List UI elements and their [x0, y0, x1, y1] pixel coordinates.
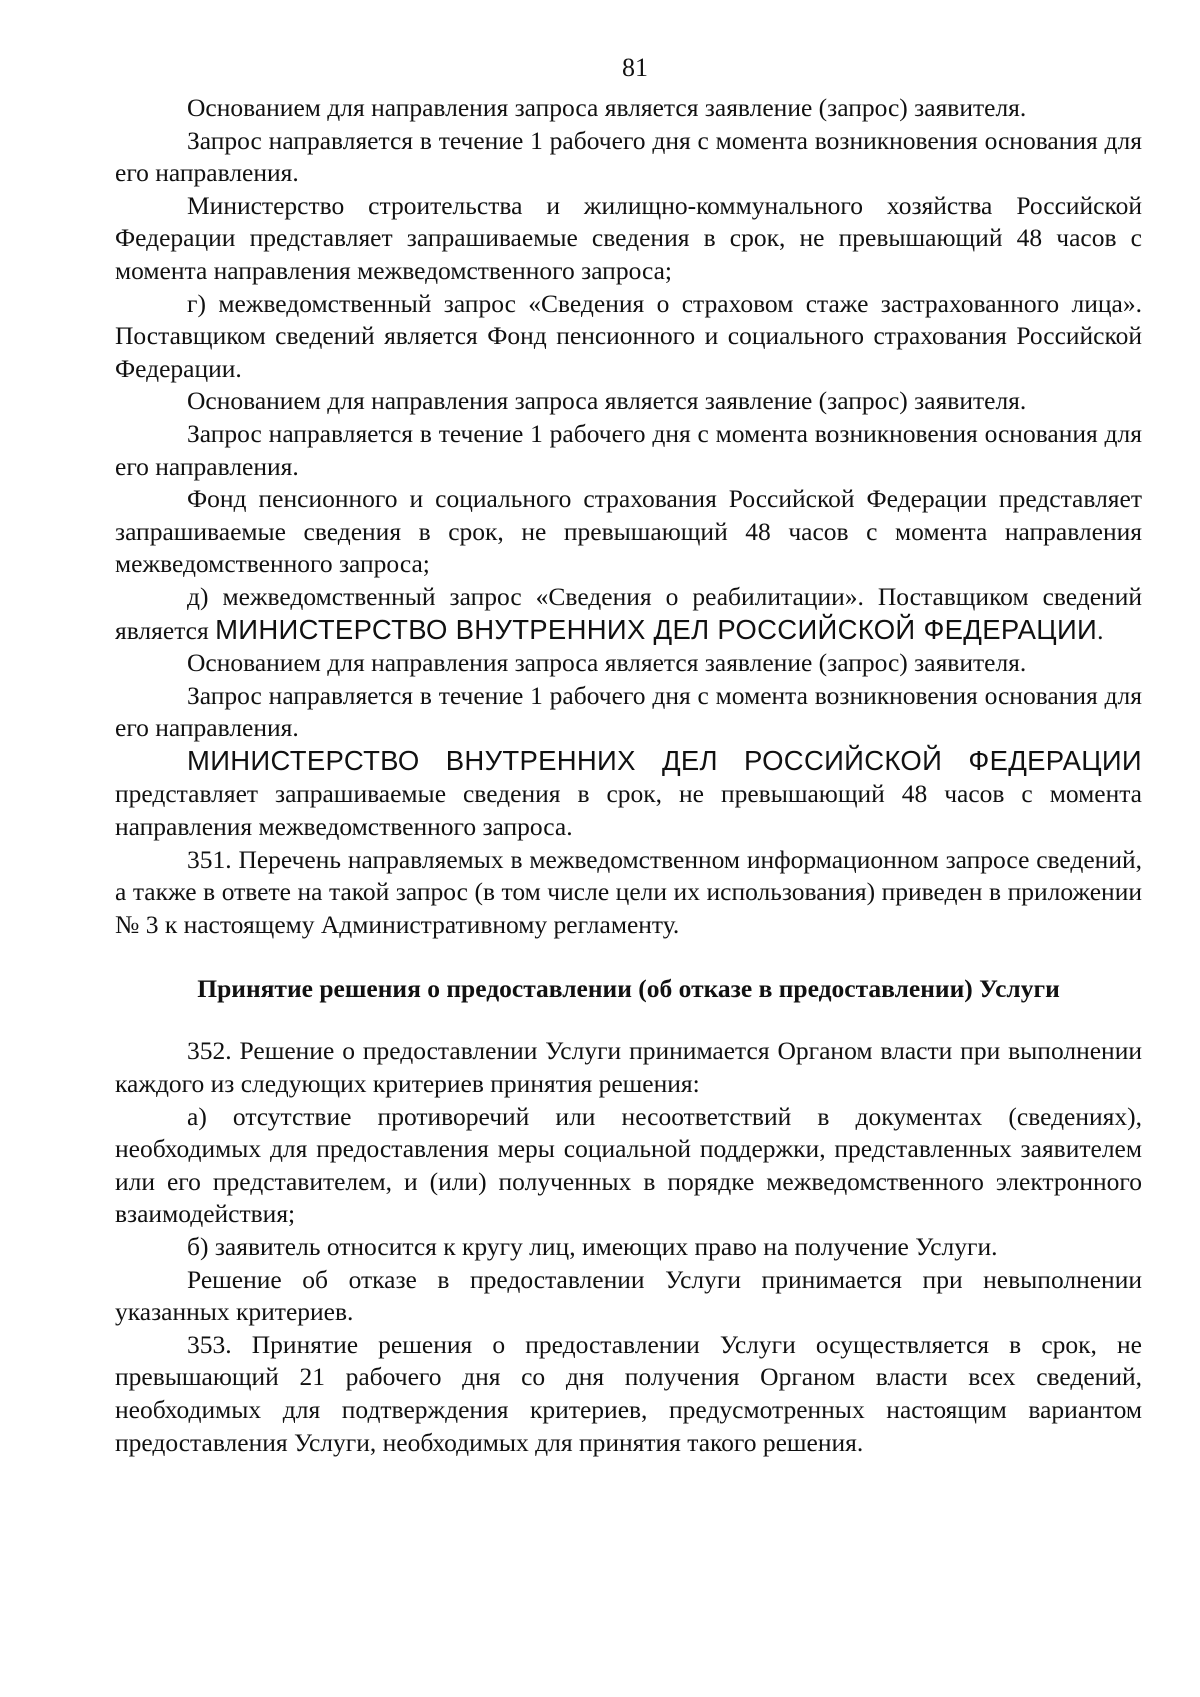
paragraph: Запрос направляется в течение 1 рабочего дня с момента возникновения основания для его направления.: [115, 418, 1142, 481]
paragraph: Основанием для направления запроса является заявление (запрос) заявителя.: [187, 93, 1027, 122]
paragraph-text: представляет запрашиваемые сведения в срок, не превышающий 48 часов с момента направления межведомственного запроса.: [115, 779, 1142, 842]
paragraph-352: 352. Решение о предоставлении Услуги принимается Органом власти при выполнении каждого из следующих критериев принятия решения:: [115, 1036, 1142, 1099]
paragraph: Фонд пенсионного и социального страхования Российской Федерации представляет запрашиваемые сведения в срок, не превышающий 48 часов с момента направления межведомственного запроса;: [115, 484, 1142, 579]
paragraph-text: .: [1097, 615, 1104, 645]
paragraph-text: д) межведомственный запрос «Сведения о реабилитации». Поставщиком сведений является: [115, 581, 1142, 645]
paragraph-mvd: [115, 745, 1142, 844]
ministry-name: МИНИСТЕРСТВО ВНУТРЕННИХ ДЕЛ РОССИЙСКОЙ ФЕДЕРАЦИИ: [215, 613, 1098, 645]
paragraph: Запрос направляется в течение 1 рабочего дня с момента возникновения основания для его направления.: [115, 125, 1142, 188]
paragraph: Решение об отказе в предоставлении Услуги принимается при невыполнении указанных критериев.: [115, 1264, 1142, 1327]
page-number: 81: [622, 53, 648, 82]
ministry-name: МИНИСТЕРСТВО ВНУТРЕННИХ ДЕЛ РОССИЙСКОЙ ФЕДЕРАЦИИ: [187, 744, 1142, 776]
paragraph: Запрос направляется в течение 1 рабочего дня с момента возникновения основания для его направления.: [115, 680, 1142, 743]
paragraph: Министерство строительства и жилищно-коммунального хозяйства Российской Федерации представляет запрашиваемые сведения в срок, не превышающий 48 часов с момента направления межведомственного запроса;: [115, 190, 1142, 285]
paragraph-item-g: г) межведомственный запрос «Сведения о страховом стаже застрахованного лица». Поставщиком сведений является Фонд пенсионного и социального страхования Российской Федерации.: [115, 288, 1142, 383]
paragraph: Основанием для направления запроса является заявление (запрос) заявителя.: [187, 386, 1027, 416]
section-heading: Принятие решения о предоставлении (об отказе в предоставлении) Услуги: [197, 974, 1060, 1004]
paragraph-353: 353. Принятие решения о предоставлении Услуги осуществляется в срок, не превышающий 21 рабочего дня со дня получения Органом власти всех сведений, необходимых для подтверждения критериев, предусмотренных настоящим вариантом предоставления Услуги, необходимых для принятия такого решения.: [115, 1329, 1142, 1457]
paragraph-item-b: б) заявитель относится к кругу лиц, имеющих право на получение Услуги.: [187, 1232, 998, 1261]
paragraph-item-a: а) отсутствие противоречий или несоответствий в документах (сведениях), необходимых для предоставления меры социальной поддержки, представленных заявителем или его представителем, и (или) полученных в порядке межведомственного электронного взаимодействия;: [115, 1101, 1142, 1229]
paragraph-item-d: [115, 581, 1142, 647]
document-body: [115, 92, 1142, 1459]
paragraph: Основанием для направления запроса является заявление (запрос) заявителя.: [187, 648, 1027, 678]
paragraph-351: 351. Перечень направляемых в межведомственном информационном запросе сведений, а также в ответе на такой запрос (в том числе цели их использования) приведен в приложении № 3 к настоящему Административному регламенту.: [115, 844, 1142, 939]
